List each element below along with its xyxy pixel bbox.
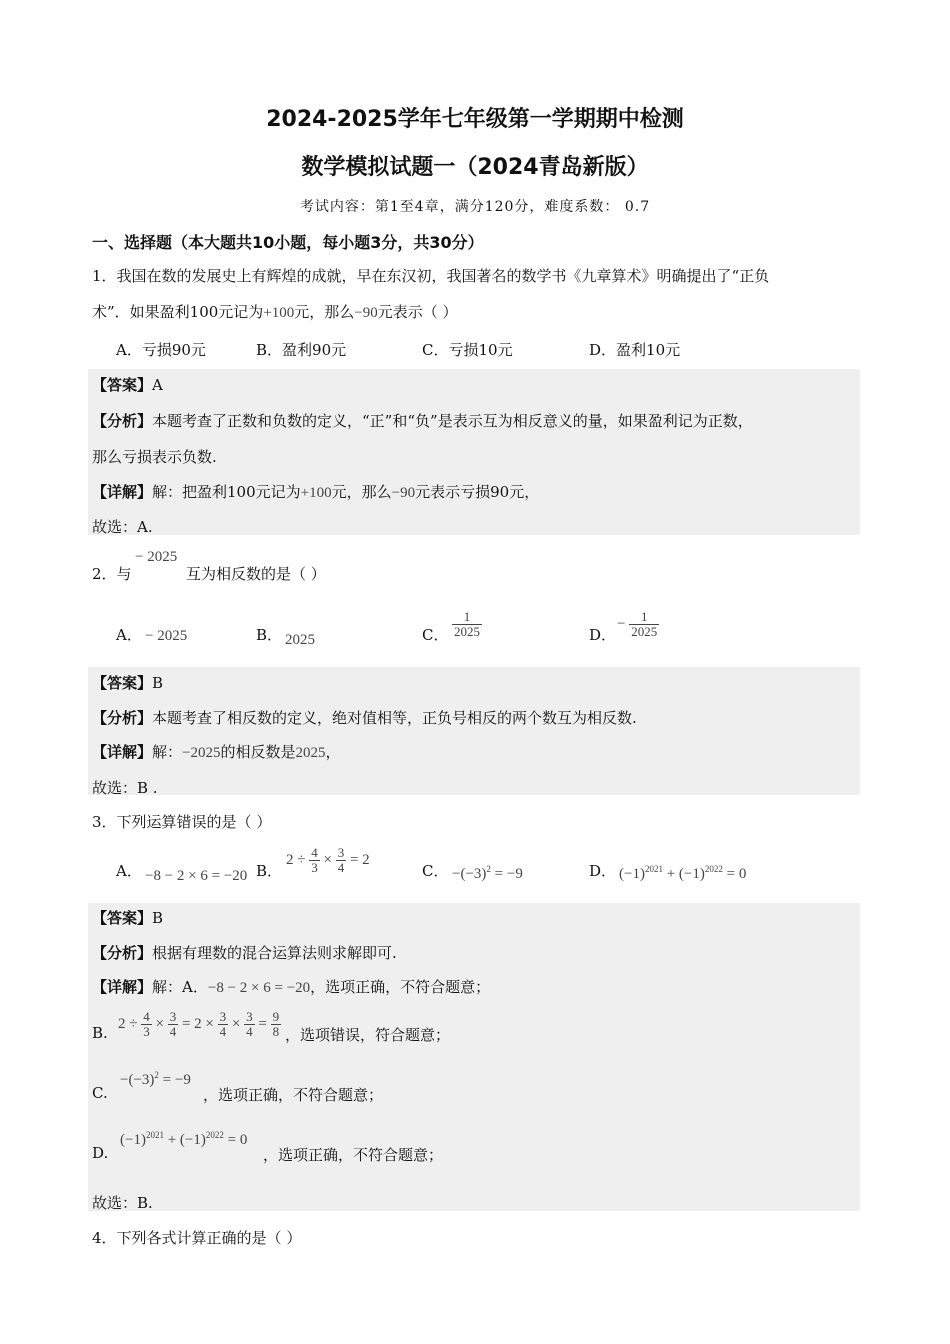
detail-text: ， bbox=[325, 743, 341, 761]
q1-stem-line2 bbox=[92, 301, 458, 322]
math-text: 2 ÷ bbox=[286, 851, 306, 868]
math-text: 2 ÷ bbox=[118, 1015, 138, 1032]
answer-tag: 【答案】 bbox=[92, 909, 153, 927]
detail-text: 的相反数是 bbox=[220, 743, 296, 761]
q1-analysis-line2: 那么亏损表示负数. bbox=[92, 448, 217, 466]
fraction-num: 9 bbox=[272, 1009, 280, 1024]
exponent: 2 bbox=[486, 864, 491, 874]
analysis-tag: 【分析】 bbox=[92, 709, 153, 727]
detail-math: −8 − 2 × 6 = −20 bbox=[207, 980, 311, 996]
fraction-num: 3 bbox=[246, 1009, 253, 1024]
q1-stem-line1: 1．我国在数的发展史上有辉煌的成就，早在东汉初，我国著名的数学书《九章算术》明确提出了“正负 bbox=[92, 267, 770, 285]
math-text: (−1) bbox=[619, 866, 645, 882]
detail-tag: 【详解】 bbox=[92, 743, 153, 761]
fraction-den: 2025 bbox=[631, 624, 658, 639]
detail-text: 解：A． bbox=[152, 978, 208, 996]
q3-answer bbox=[92, 907, 163, 928]
q3-detail-d-label: D. bbox=[92, 1144, 109, 1162]
exponent: 2 bbox=[154, 1070, 159, 1080]
math-text: = −9 bbox=[490, 866, 523, 882]
title-line-2: 数学模拟试题一（2024青岛新版） bbox=[301, 155, 649, 180]
q3-detail-c-label: C. bbox=[92, 1084, 108, 1102]
detail-math-pos: +100 bbox=[300, 485, 332, 501]
q2-detail bbox=[92, 741, 341, 762]
analysis-text: 根据有理数的混合运算法则求解即可. bbox=[152, 944, 397, 962]
fraction bbox=[309, 846, 320, 875]
q3-analysis bbox=[92, 942, 397, 963]
detail-text: 元，那么 bbox=[331, 483, 392, 501]
q2-option-a-math: − 2025 bbox=[145, 628, 188, 644]
q3-option-b-math bbox=[286, 846, 370, 875]
math-text: + (−1) bbox=[163, 1132, 206, 1148]
answer-value: B bbox=[152, 909, 164, 927]
q3-option-d-math bbox=[619, 864, 746, 883]
q3-detail-c-text: ，选项正确，不符合题意； bbox=[203, 1086, 384, 1104]
q3-option-c-math bbox=[452, 864, 523, 883]
section-title: 一、选择题（本大题共10小题，每小题3分，共30分） bbox=[92, 233, 484, 252]
fraction-den: 4 bbox=[337, 860, 345, 875]
exponent: 2021 bbox=[145, 1130, 164, 1140]
q3-detail-d-math bbox=[120, 1130, 247, 1149]
q2-analysis bbox=[92, 707, 637, 728]
q1-text: 术”．如果盈利100元记为 bbox=[92, 303, 264, 321]
detail-text: 解： bbox=[152, 743, 183, 761]
fraction-den: 4 bbox=[169, 1024, 177, 1039]
q2-option-d-math bbox=[617, 610, 659, 639]
analysis-tag: 【分析】 bbox=[92, 412, 153, 430]
math-text: (−1) bbox=[120, 1132, 146, 1148]
q1-answer bbox=[92, 374, 163, 395]
math-text: × bbox=[323, 851, 332, 868]
q2-conclusion: 故选：B . bbox=[92, 779, 158, 797]
q3-detail-a bbox=[92, 976, 490, 997]
fraction-den: 8 bbox=[272, 1024, 280, 1039]
math-text: −(−3) bbox=[452, 866, 487, 882]
detail-math: 2025 bbox=[295, 745, 326, 761]
fraction bbox=[452, 610, 482, 639]
q1-analysis-line1 bbox=[92, 410, 753, 431]
q2-answer-box bbox=[88, 667, 860, 795]
math-text: × bbox=[231, 1015, 241, 1032]
q3-option-c-label: C． bbox=[422, 862, 449, 880]
title-line-1: 2024-2025学年七年级第一学期期中检测 bbox=[266, 107, 684, 132]
detail-math: −2025 bbox=[182, 745, 221, 761]
detail-tag: 【详解】 bbox=[92, 978, 153, 996]
q3-option-a-label: A． bbox=[116, 862, 142, 880]
q3-stem: 3．下列运算错误的是（ ） bbox=[92, 813, 272, 831]
fraction bbox=[244, 1010, 255, 1039]
q1-option-b: B．盈利90元 bbox=[256, 341, 347, 359]
math-text: = 0 bbox=[722, 866, 747, 882]
math-text: = −9 bbox=[158, 1072, 191, 1088]
answer-value: A bbox=[152, 376, 163, 394]
fraction-num: 1 bbox=[629, 610, 659, 625]
q3-option-a-math: −8 − 2 × 6 = −20 bbox=[145, 868, 248, 884]
fraction-num: 4 bbox=[143, 1009, 150, 1024]
detail-text: 元表示亏损90元， bbox=[415, 483, 540, 501]
q3-option-d-label: D． bbox=[589, 862, 617, 880]
q3-option-b-label: B． bbox=[256, 862, 283, 880]
fraction-den: 4 bbox=[246, 1024, 253, 1039]
fraction bbox=[629, 610, 659, 639]
fraction bbox=[168, 1010, 179, 1039]
q2-answer bbox=[92, 672, 163, 693]
q2-stem-math: − 2025 bbox=[135, 549, 178, 565]
answer-tag: 【答案】 bbox=[92, 376, 153, 394]
analysis-text: 本题考查了正数和负数的定义，“正”和“负”是表示互为相反意义的量，如果盈利记为正数， bbox=[152, 412, 753, 430]
fraction-num: 3 bbox=[169, 1009, 177, 1024]
fraction bbox=[336, 846, 347, 875]
exponent: 2022 bbox=[704, 864, 723, 874]
detail-math-neg: −90 bbox=[391, 485, 416, 501]
fraction-den: 3 bbox=[143, 1024, 150, 1039]
math-text: + (−1) bbox=[662, 866, 705, 882]
q2-option-a-label: A． bbox=[116, 626, 142, 644]
math-text: = bbox=[258, 1015, 267, 1032]
q2-option-d-label: D． bbox=[589, 626, 617, 644]
math-text: = 2 bbox=[349, 851, 370, 868]
exponent: 2021 bbox=[644, 864, 663, 874]
math-text: × bbox=[155, 1015, 164, 1032]
q2-option-c-label: C． bbox=[422, 626, 449, 644]
analysis-tag: 【分析】 bbox=[92, 944, 153, 962]
q2-option-b-label: B． bbox=[256, 626, 283, 644]
fraction bbox=[271, 1010, 282, 1039]
q3-detail-b-math bbox=[118, 1010, 281, 1039]
q3-detail-b-label: B. bbox=[92, 1024, 108, 1042]
q2-stem-text-2: 互为相反数的是（ ） bbox=[186, 565, 326, 583]
math-text: −(−3) bbox=[120, 1072, 155, 1088]
q1-text: 元表示（ ） bbox=[377, 303, 458, 321]
q3-detail-b-text: ，选项错误，符合题意； bbox=[285, 1026, 451, 1044]
answer-tag: 【答案】 bbox=[92, 674, 153, 692]
q1-math-neg: −90 bbox=[354, 305, 378, 321]
analysis-text: 本题考查了相反数的定义，绝对值相等，正负号相反的两个数互为相反数. bbox=[152, 709, 637, 727]
q2-option-c-math bbox=[452, 610, 482, 639]
fraction-den: 2025 bbox=[454, 624, 480, 639]
fraction-den: 4 bbox=[219, 1024, 227, 1039]
detail-text: ，选项正确，不符合题意； bbox=[310, 978, 491, 996]
q2-stem-text: 2．与 bbox=[92, 565, 132, 583]
answer-value: B bbox=[152, 674, 164, 692]
q1-option-c: C．亏损10元 bbox=[422, 341, 513, 359]
q1-option-a: A．亏损90元 bbox=[116, 341, 206, 359]
fraction-num: 3 bbox=[219, 1009, 227, 1024]
q2-option-b-math: 2025 bbox=[285, 632, 315, 648]
detail-text: 解：把盈利100元记为 bbox=[152, 483, 301, 501]
q1-text: 元，那么 bbox=[294, 303, 355, 321]
fraction-num: 3 bbox=[337, 845, 345, 860]
fraction-num: 4 bbox=[311, 845, 318, 860]
q3-detail-c-math bbox=[120, 1070, 191, 1089]
detail-tag: 【详解】 bbox=[92, 483, 153, 501]
q1-detail bbox=[92, 481, 539, 502]
q4-stem: 4．下列各式计算正确的是（ ） bbox=[92, 1229, 302, 1247]
q1-math-pos: +100 bbox=[263, 305, 295, 321]
fraction-num: 1 bbox=[452, 610, 482, 625]
minus-sign: − bbox=[617, 615, 626, 632]
exam-subtitle: 考试内容：第1至4章，满分120分，难度系数： 0.7 bbox=[299, 199, 651, 215]
q3-conclusion: 故选：B. bbox=[92, 1194, 153, 1212]
fraction-den: 3 bbox=[311, 860, 318, 875]
q1-option-d: D．盈利10元 bbox=[589, 341, 681, 359]
math-text: = 2 × bbox=[181, 1015, 214, 1032]
exponent: 2022 bbox=[205, 1130, 224, 1140]
q1-conclusion: 故选：A. bbox=[92, 518, 153, 536]
q3-detail-d-text: ，选项正确，不符合题意； bbox=[263, 1146, 444, 1164]
fraction bbox=[218, 1010, 229, 1039]
fraction bbox=[141, 1010, 152, 1039]
math-text: = 0 bbox=[223, 1132, 248, 1148]
